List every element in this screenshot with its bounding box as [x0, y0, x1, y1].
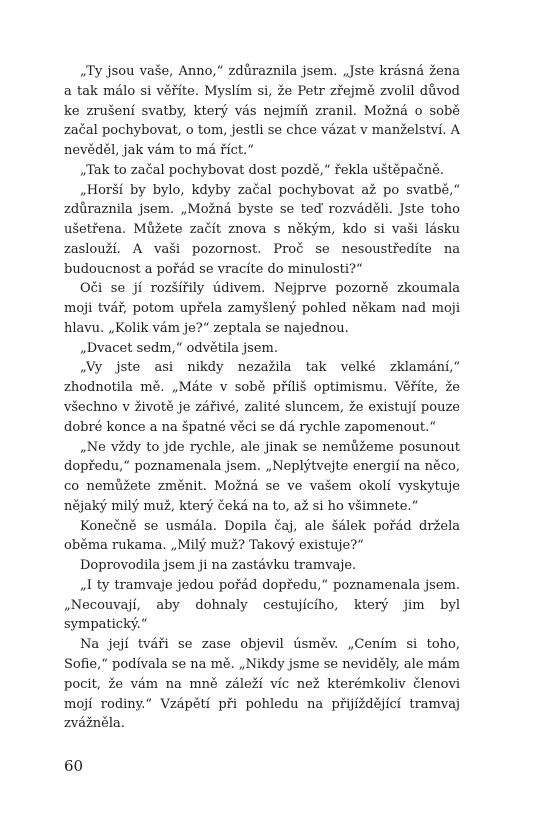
paragraph: Doprovodila jsem ji na zastávku tramvaje. — [80, 558, 357, 574]
paragraph: „Tak to začal pochybovat dost pozdě,“ řekla uštěpačně. — [80, 162, 444, 178]
paragraph: „Dvacet sedm,“ odvětila jsem. — [80, 340, 278, 356]
paragraph: Konečně se usmála. Dopila čaj, ale šálek pořád držela oběma rukama. „Milý muž? Takový existuje?“ — [64, 518, 460, 554]
paragraph: „Vy jste asi nikdy nezažila tak velké zklamání,“ zhodnotila mě. „Máte v sobě příliš optimismu. Věříte, že všechno v životě je zářivé, zalité sluncem, že existují pouze dobré konce a na špatné věci se dá rychle zapomenout.“ — [64, 360, 460, 435]
paragraph: „I ty tramvaje jedou pořád dopředu,“ poznamenala jsem. „Necouvají, aby dohnaly cestujícího, který jim byl sympatický.“ — [64, 577, 460, 633]
paragraph: Oči se jí rozšířily údivem. Nejprve pozorně zkoumala moji tvář, potom upřela zamyšlený pohled někam nad moji hlavu. „Kolik vám je?“ zeptala se najednou. — [64, 281, 460, 336]
paragraph: „Ty jsou vaše, Anno,“ zdůraznila jsem. „Jste krásná žena a tak málo si věříte. Myslím si, že Petr zřejmě zvolil důvod ke zrušení svatby, který vás nejmíň zranil. Možná o sobě začal pochybovat, o tom, jestli se chce vázat v manželství. A nevěděl, jak vám to má říct.“ — [64, 64, 460, 159]
page-number: 60 — [64, 757, 84, 775]
paragraph: „Ne vždy to jde rychle, ale jinak se nemůžeme posunout dopředu,“ poznamenala jsem. „Neplýtvejte energií na něco, co nemůžete změnit. Možná se ve vašem okolí vyskytuje nějaký milý muž, který čeká na to, až si ho všimnete.“ — [64, 439, 460, 514]
paragraph: „Horší by bylo, kdyby začal pochybovat až po svatbě,“ zdůraznila jsem. „Možná byste se teď rozváděli. Jste toho ušetřena. Můžete začít znova s někým, kdo si vaši lásku zaslouží. A vaši pozornost. Proč se nesoustředíte na budoucnost a pořád se vracíte do minulosti?“ — [64, 182, 460, 277]
paragraph: Na její tváři se zase objevil úsměv. „Cením si toho, Sofie,“ podívala se na mě. „Nikdy jsme se neviděly, ale mám pocit, že vám na mně záleží víc než kterémkoliv členovi mojí rodiny.“ Vzápětí při pohledu na přijíždějící tramvaj zvážněla. — [64, 637, 460, 732]
body-text — [64, 62, 460, 734]
